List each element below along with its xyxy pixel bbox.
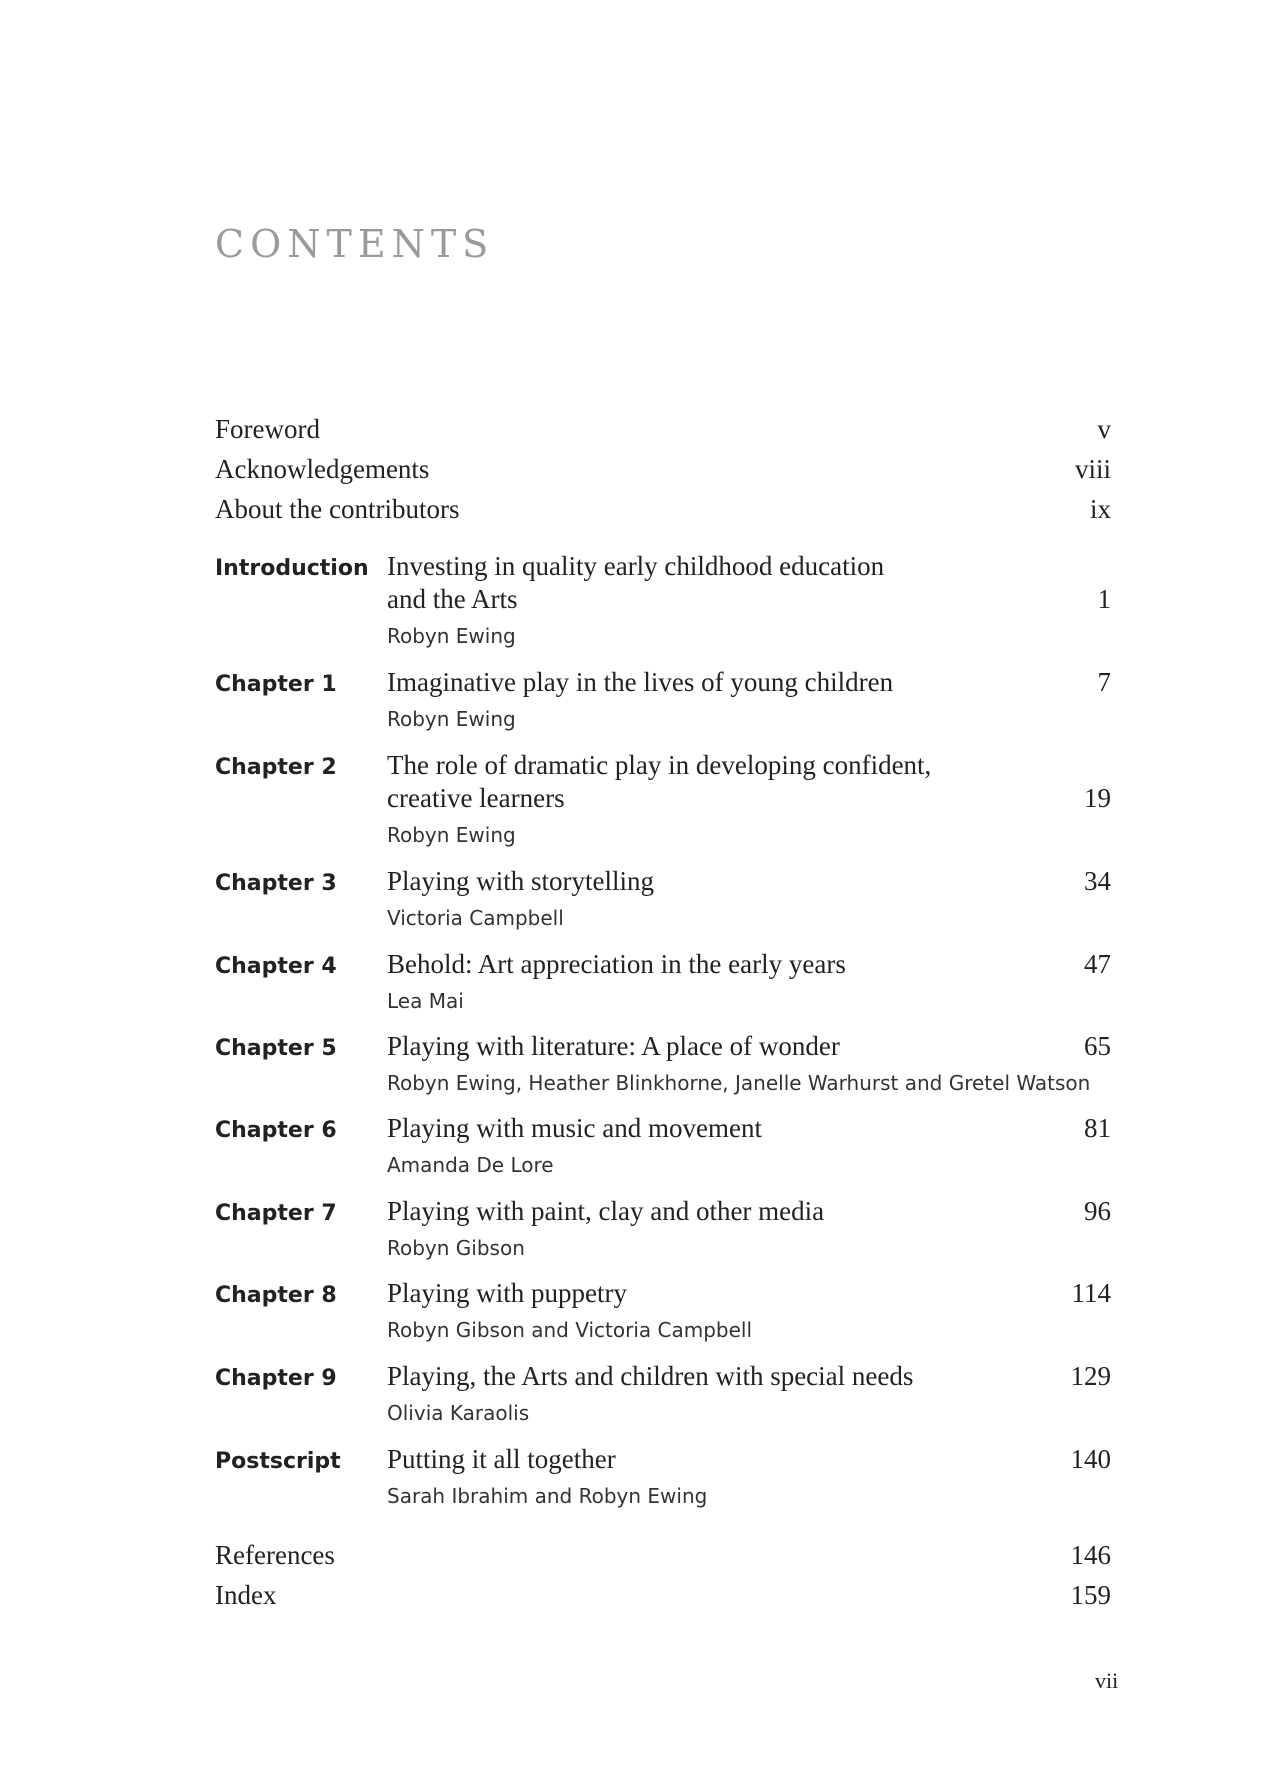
toc-entry-title-line: Investing in quality early childhood education [387, 551, 885, 581]
toc-front-title: Foreword [215, 414, 320, 444]
toc-entry-title-line: Playing with paint, clay and other media [387, 1196, 825, 1226]
toc-back-row [215, 1540, 1111, 1580]
toc-entry-page: 81 [1084, 1113, 1111, 1143]
toc-entry-author: Amanda De Lore [387, 1153, 554, 1177]
toc-entry-page: 19 [1084, 783, 1111, 813]
toc-entry-title [387, 666, 1007, 699]
toc-back-page: 159 [1070, 1580, 1111, 1610]
toc-entry-page: 7 [1097, 667, 1111, 697]
toc-entry-title-line: Imaginative play in the lives of young children [387, 667, 894, 697]
toc-entry-page: 96 [1084, 1196, 1111, 1226]
toc-entry-author: Robyn Ewing [387, 823, 516, 847]
toc-entry-page: 114 [1071, 1278, 1111, 1308]
toc-entry-page: 140 [1070, 1444, 1111, 1474]
toc-back-page: 146 [1070, 1540, 1111, 1570]
toc-entry-page: 129 [1070, 1361, 1111, 1391]
toc-back-title: References [215, 1540, 335, 1570]
toc-entry-title [387, 1112, 1007, 1145]
toc-entry-page: 1 [1097, 584, 1111, 614]
toc-entry-label: Chapter 8 [215, 1283, 337, 1308]
toc-entry-label: Chapter 6 [215, 1118, 337, 1143]
toc-entry-title [387, 1443, 1007, 1476]
toc-entry-title [387, 865, 1007, 898]
toc-entry-title [387, 1030, 1007, 1063]
toc-entry-title-line: The role of dramatic play in developing confident, [387, 750, 932, 780]
toc-entry-label: Chapter 4 [215, 954, 337, 979]
toc-entry-title [387, 550, 1007, 616]
toc-front-title: Acknowledgements [215, 454, 430, 484]
toc-entry-title-line: creative learners [387, 783, 565, 813]
toc-entry-title [387, 948, 1007, 981]
toc-front-row [215, 454, 1111, 494]
toc-entry-page: 47 [1084, 949, 1111, 979]
toc-back-row [215, 1580, 1111, 1620]
toc-entry-author: Robyn Gibson and Victoria Campbell [387, 1318, 752, 1342]
toc-entry-label: Chapter 5 [215, 1036, 337, 1061]
toc-front-page: v [1097, 414, 1111, 444]
toc-entry-title-line: Putting it all together [387, 1444, 616, 1474]
toc-entry-author: Lea Mai [387, 989, 464, 1013]
toc-entry-author: Robyn Ewing [387, 624, 516, 648]
toc-entry-label: Chapter 9 [215, 1366, 337, 1391]
toc-entry-label: Chapter 2 [215, 755, 337, 780]
toc-front-page: ix [1089, 494, 1111, 524]
toc-entry-title-line: Playing with storytelling [387, 866, 654, 896]
toc-entry-title [387, 749, 1007, 815]
toc-entry-label: Chapter 1 [215, 672, 337, 697]
toc-front-title: About the contributors [215, 494, 460, 524]
toc-entry-author: Robyn Gibson [387, 1236, 525, 1260]
toc-entry-title-line: Playing with literature: A place of wonder [387, 1031, 840, 1061]
toc-entry-page: 34 [1084, 866, 1111, 896]
toc-entry-label: Chapter 3 [215, 871, 337, 896]
toc-entry-title [387, 1277, 1007, 1310]
toc-entry-title-line: and the Arts [387, 584, 518, 614]
toc-entry-label: Postscript [215, 1449, 341, 1474]
toc-front-page: viii [1074, 454, 1111, 484]
toc-entry-author: Sarah Ibrahim and Robyn Ewing [387, 1484, 708, 1508]
toc-entry-author: Robyn Ewing, Heather Blinkhorne, Janelle Warhurst and Gretel Watson [387, 1071, 1091, 1095]
toc-front-row [215, 414, 1111, 454]
toc-entry-title [387, 1360, 1007, 1393]
toc-entry-page: 65 [1084, 1031, 1111, 1061]
toc-entry-title-line: Playing with puppetry [387, 1278, 627, 1308]
toc-entry-author: Victoria Campbell [387, 906, 564, 930]
toc-back-title: Index [215, 1580, 277, 1610]
toc-entry-label: Introduction [215, 556, 369, 581]
toc-front-row [215, 494, 1111, 534]
toc-entry-title [387, 1195, 1007, 1228]
contents-heading: CONTENTS [215, 222, 495, 266]
page-number: vii [1095, 1668, 1119, 1693]
toc-entry-title-line: Playing with music and movement [387, 1113, 762, 1143]
toc-entry-title-line: Playing, the Arts and children with special needs [387, 1361, 914, 1391]
toc-entry-author: Robyn Ewing [387, 707, 516, 731]
toc-entry-label: Chapter 7 [215, 1201, 337, 1226]
toc-entry-title-line: Behold: Art appreciation in the early years [387, 949, 846, 979]
toc-entry-author: Olivia Karaolis [387, 1401, 530, 1425]
